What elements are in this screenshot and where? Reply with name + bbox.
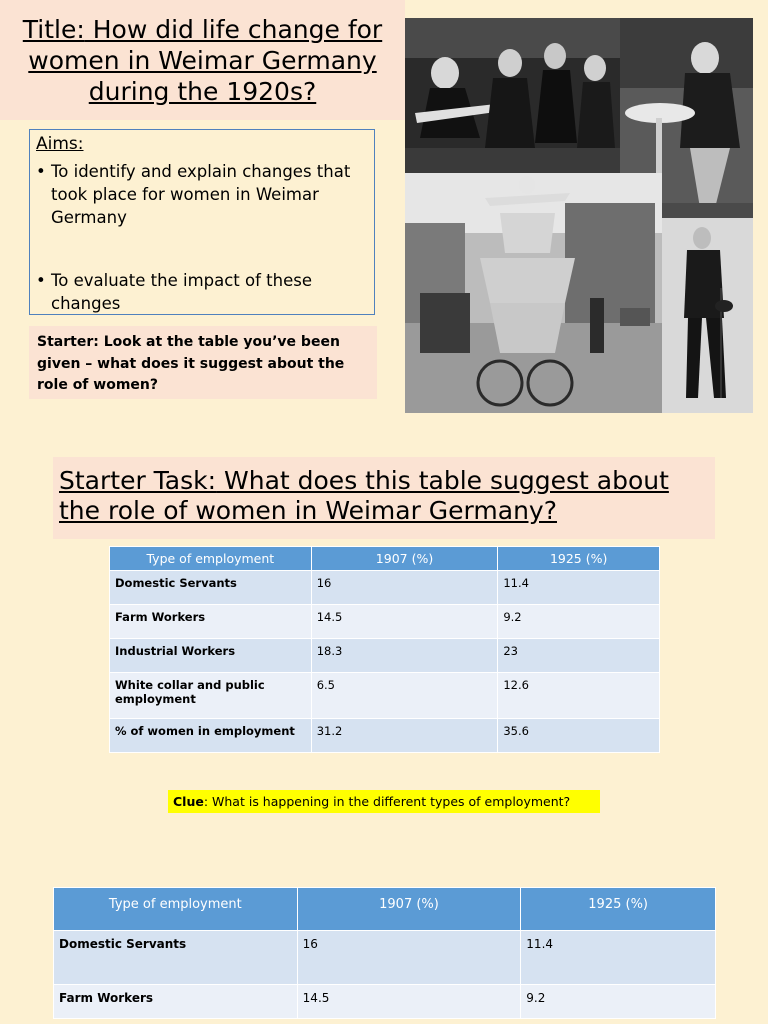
table-header-cell: Type of employment xyxy=(54,888,298,931)
acrobats-on-bicycle-photo xyxy=(405,173,662,413)
table-cell: 18.3 xyxy=(311,639,498,673)
starter-task-label: Starter Task: xyxy=(59,466,217,495)
table-cell: 9.2 xyxy=(521,985,716,1019)
table-row xyxy=(110,639,660,673)
table-cell: 6.5 xyxy=(311,673,498,719)
table-header-row xyxy=(54,888,716,931)
page-title xyxy=(0,0,405,107)
starter-text: Starter: Look at the table you’ve been given – what does it suggest about the role of women? xyxy=(37,334,345,393)
starter-task-box xyxy=(53,457,715,539)
employment-table xyxy=(109,546,660,753)
table-cell: White collar and public employment xyxy=(110,673,312,719)
cabaret-dancers-photo xyxy=(405,18,620,173)
table-cell: 11.4 xyxy=(498,571,660,605)
table-cell: 35.6 xyxy=(498,719,660,753)
table-row xyxy=(110,571,660,605)
table-header-cell: 1925 (%) xyxy=(498,547,660,571)
aims-list xyxy=(30,160,374,315)
table-header-cell: 1907 (%) xyxy=(311,547,498,571)
table-row xyxy=(110,719,660,753)
title-box xyxy=(0,0,405,120)
aims-box xyxy=(29,129,375,315)
table-cell: 11.4 xyxy=(521,931,716,985)
table-row xyxy=(110,605,660,639)
woman-in-suit-photo xyxy=(662,218,753,413)
table-cell: 16 xyxy=(297,931,521,985)
table-header-cell: 1925 (%) xyxy=(521,888,716,931)
table-cell: 12.6 xyxy=(498,673,660,719)
table-cell: Farm Workers xyxy=(54,985,298,1019)
employment-table-copy xyxy=(53,887,716,1019)
table-cell: Domestic Servants xyxy=(54,931,298,985)
starter-box xyxy=(29,326,377,399)
clue-label: Clue xyxy=(173,794,204,809)
table-row xyxy=(54,985,716,1019)
table-cell: Farm Workers xyxy=(110,605,312,639)
title-prefix: Title: xyxy=(22,15,85,44)
table-cell: Industrial Workers xyxy=(110,639,312,673)
table-row xyxy=(54,931,716,985)
table-row xyxy=(110,673,660,719)
starter-task-heading xyxy=(53,457,715,526)
aims-heading: Aims: xyxy=(36,134,84,154)
table-header-cell: Type of employment xyxy=(110,547,312,571)
clue-banner xyxy=(168,790,600,813)
starter-task-text: What does this table suggest about the role of women in Weimar Germany? xyxy=(59,466,669,525)
table-cell: 23 xyxy=(498,639,660,673)
table-header-row xyxy=(110,547,660,571)
clue-text: : What is happening in the different types of employment? xyxy=(203,794,571,809)
table-cell: 16 xyxy=(311,571,498,605)
table-cell: 9.2 xyxy=(498,605,660,639)
aim-item: • To evaluate the impact of these changes xyxy=(36,269,374,315)
table-cell: 31.2 xyxy=(311,719,498,753)
title-text: How did life change for women in Weimar Germany during the 1920s? xyxy=(28,15,383,106)
table-cell: 14.5 xyxy=(297,985,521,1019)
table-cell: Domestic Servants xyxy=(110,571,312,605)
aim-item: • To identify and explain changes that took place for women in Weimar Germany xyxy=(36,160,374,229)
table-cell: 14.5 xyxy=(311,605,498,639)
table-header-cell: 1907 (%) xyxy=(297,888,521,931)
table-cell: % of women in employment xyxy=(110,719,312,753)
